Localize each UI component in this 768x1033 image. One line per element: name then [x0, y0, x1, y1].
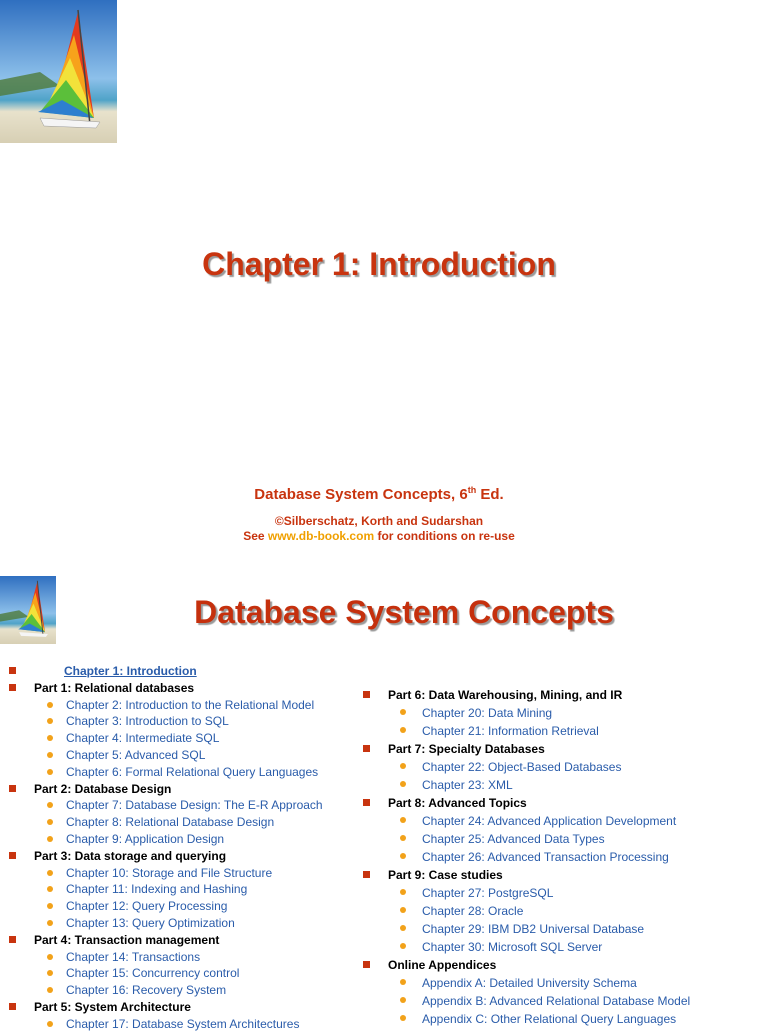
chapter-label: Chapter 15: Concurrency control	[66, 966, 240, 981]
chapter-label: Chapter 10: Storage and File Structure	[66, 865, 273, 880]
chapter-link[interactable]	[8, 965, 348, 982]
toc-part	[8, 848, 348, 865]
chapter-link[interactable]	[362, 884, 762, 902]
reuse-notice	[0, 529, 758, 543]
part-label: Online Appendices	[388, 958, 497, 972]
book-heading: Database System Concepts	[194, 594, 614, 630]
toc-part	[362, 866, 762, 884]
chapter-label: Chapter 14: Transactions	[66, 949, 201, 964]
toc-part	[362, 794, 762, 812]
part-label: Part 8: Advanced Topics	[388, 796, 527, 810]
chapter-label: Chapter 6: Formal Relational Query Languages	[66, 764, 319, 779]
chapter-link[interactable]	[8, 747, 348, 764]
part-label: Part 4: Transaction management	[34, 932, 220, 947]
book-title-suffix: Ed.	[476, 486, 504, 503]
right-parts-list	[362, 686, 762, 1028]
dot-bullet-icon	[47, 903, 53, 909]
square-bullet-icon	[9, 852, 16, 859]
chapter-link[interactable]	[8, 982, 348, 999]
dot-bullet-icon	[400, 727, 406, 733]
chapter-label: Chapter 28: Oracle	[422, 904, 524, 918]
part-label: Part 6: Data Warehousing, Mining, and IR	[388, 688, 623, 702]
toc-right-column	[362, 686, 762, 1028]
dot-bullet-icon	[47, 836, 53, 842]
square-bullet-icon	[363, 799, 370, 806]
chapter-link[interactable]	[8, 713, 348, 730]
part-label: Part 9: Case studies	[388, 868, 503, 882]
square-bullet-icon	[363, 745, 370, 752]
chapter-link[interactable]	[362, 758, 762, 776]
square-bullet-icon	[363, 871, 370, 878]
chapter-link[interactable]	[362, 704, 762, 722]
part-label: Part 1: Relational databases	[34, 680, 195, 695]
chapter-link[interactable]	[362, 776, 762, 794]
chapter-label: Appendix B: Advanced Relational Database Model	[422, 994, 691, 1008]
chapter-link[interactable]	[8, 949, 348, 966]
left-parts-list	[8, 680, 348, 1033]
chapter-label: Appendix A: Detailed University Schema	[422, 976, 637, 990]
chapter-link[interactable]	[8, 797, 348, 814]
dot-bullet-icon	[47, 886, 53, 892]
chapter-label: Chapter 22: Object-Based Databases	[422, 760, 622, 774]
book-title-prefix: Database System Concepts, 6	[254, 486, 468, 503]
square-bullet-icon	[363, 961, 370, 968]
conditions-label: for conditions on re-use	[374, 529, 515, 543]
copyright: ©Silberschatz, Korth and Sudarshan	[274, 514, 484, 528]
toc-left-column	[8, 663, 348, 1033]
chapter-label: Chapter 4: Intermediate SQL	[66, 731, 220, 746]
dot-bullet-icon	[47, 752, 53, 758]
part-label: Part 2: Database Design	[34, 781, 172, 796]
chapter-link[interactable]	[362, 830, 762, 848]
dot-bullet-icon	[47, 970, 53, 976]
chapter-link[interactable]	[8, 881, 348, 898]
chapter-link[interactable]	[8, 898, 348, 915]
website-link[interactable]: www.db-book.com	[267, 529, 375, 543]
chapter-label: Chapter 24: Advanced Application Development	[422, 814, 677, 828]
chapter-link[interactable]	[8, 730, 348, 747]
chapter-label: Chapter 7: Database Design: The E-R Approach	[66, 798, 323, 813]
chapter-label: Chapter 2: Introduction to the Relational Model	[66, 697, 315, 712]
chapter-label: Chapter 25: Advanced Data Types	[422, 832, 605, 846]
dot-bullet-icon	[400, 907, 406, 913]
chapter-link[interactable]	[362, 920, 762, 938]
dot-bullet-icon	[47, 769, 53, 775]
chapter-label: Chapter 27: PostgreSQL	[422, 886, 554, 900]
dot-bullet-icon	[47, 819, 53, 825]
part-label: Part 7: Specialty Databases	[388, 742, 545, 756]
square-bullet-icon	[9, 1003, 16, 1010]
sailboat-image	[0, 0, 117, 143]
dot-bullet-icon	[400, 925, 406, 931]
dot-bullet-icon	[400, 943, 406, 949]
dot-bullet-icon	[400, 781, 406, 787]
toc-part	[362, 740, 762, 758]
chapter-link[interactable]	[8, 865, 348, 882]
chapter-link[interactable]	[362, 1010, 762, 1028]
chapter-1-link[interactable]: Chapter 1: Introduction	[64, 664, 197, 678]
part-label: Part 3: Data storage and querying	[34, 848, 227, 863]
square-bullet-icon	[9, 684, 16, 691]
dot-bullet-icon	[47, 735, 53, 741]
chapter-label: Chapter 23: XML	[422, 778, 513, 792]
chapter-label: Chapter 9: Application Design	[66, 831, 225, 846]
chapter-link[interactable]	[362, 848, 762, 866]
dot-bullet-icon	[400, 889, 406, 895]
chapter-link[interactable]	[8, 814, 348, 831]
dot-bullet-icon	[47, 718, 53, 724]
dot-bullet-icon	[400, 853, 406, 859]
chapter-label: Chapter 13: Query Optimization	[66, 915, 235, 930]
book-edition-suffix: th	[467, 485, 477, 495]
toc-part	[8, 999, 348, 1016]
chapter-link[interactable]	[362, 992, 762, 1010]
square-bullet-icon	[9, 936, 16, 943]
toc-intro-item	[8, 663, 348, 680]
square-bullet-icon	[363, 691, 370, 698]
chapter-label: Chapter 11: Indexing and Hashing	[66, 882, 248, 897]
toc-part	[8, 680, 348, 697]
chapter-label: Appendix C: Other Relational Query Languages	[422, 1012, 677, 1026]
chapter-label: Chapter 17: Database System Architectures	[66, 1016, 300, 1031]
dot-bullet-icon	[400, 979, 406, 985]
chapter-link[interactable]	[362, 812, 762, 830]
chapter-label: Chapter 12: Query Processing	[66, 899, 228, 914]
dot-bullet-icon	[47, 702, 53, 708]
toc-part	[362, 686, 762, 704]
chapter-label: Chapter 30: Microsoft SQL Server	[422, 940, 603, 954]
chapter-link[interactable]	[8, 697, 348, 714]
chapter-label: Chapter 29: IBM DB2 Universal Database	[422, 922, 645, 936]
chapter-label: Chapter 3: Introduction to SQL	[66, 714, 229, 729]
part-label: Part 5: System Architecture	[34, 999, 191, 1014]
chapter-link[interactable]	[8, 1016, 348, 1033]
square-bullet-icon	[9, 667, 16, 674]
square-bullet-icon	[9, 785, 16, 792]
dot-bullet-icon	[47, 954, 53, 960]
dot-bullet-icon	[47, 920, 53, 926]
dot-bullet-icon	[400, 835, 406, 841]
toc-part	[8, 932, 348, 949]
chapter-title: Chapter 1: Introduction	[202, 246, 556, 282]
chapter-link[interactable]	[8, 831, 348, 848]
sailboat-thumbnail	[0, 576, 56, 644]
dot-bullet-icon	[400, 997, 406, 1003]
toc-part	[362, 956, 762, 974]
see-label: See	[243, 529, 268, 543]
chapter-link[interactable]	[362, 722, 762, 740]
dot-bullet-icon	[400, 817, 406, 823]
dot-bullet-icon	[47, 802, 53, 808]
chapter-link[interactable]	[362, 902, 762, 920]
chapter-link[interactable]	[8, 915, 348, 932]
chapter-link[interactable]	[8, 764, 348, 781]
dot-bullet-icon	[400, 763, 406, 769]
chapter-link[interactable]	[362, 938, 762, 956]
chapter-label: Chapter 20: Data Mining	[422, 706, 553, 720]
chapter-label: Chapter 16: Recovery System	[66, 983, 227, 998]
dot-bullet-icon	[47, 870, 53, 876]
chapter-label: Chapter 8: Relational Database Design	[66, 815, 275, 830]
dot-bullet-icon	[47, 987, 53, 993]
chapter-link[interactable]	[362, 974, 762, 992]
toc-part	[8, 781, 348, 798]
book-title	[0, 485, 758, 503]
dot-bullet-icon	[400, 709, 406, 715]
chapter-label: Chapter 21: Information Retrieval	[422, 724, 599, 738]
dot-bullet-icon	[400, 1015, 406, 1021]
chapter-label: Chapter 5: Advanced SQL	[66, 747, 206, 762]
chapter-label: Chapter 26: Advanced Transaction Processing	[422, 850, 669, 864]
